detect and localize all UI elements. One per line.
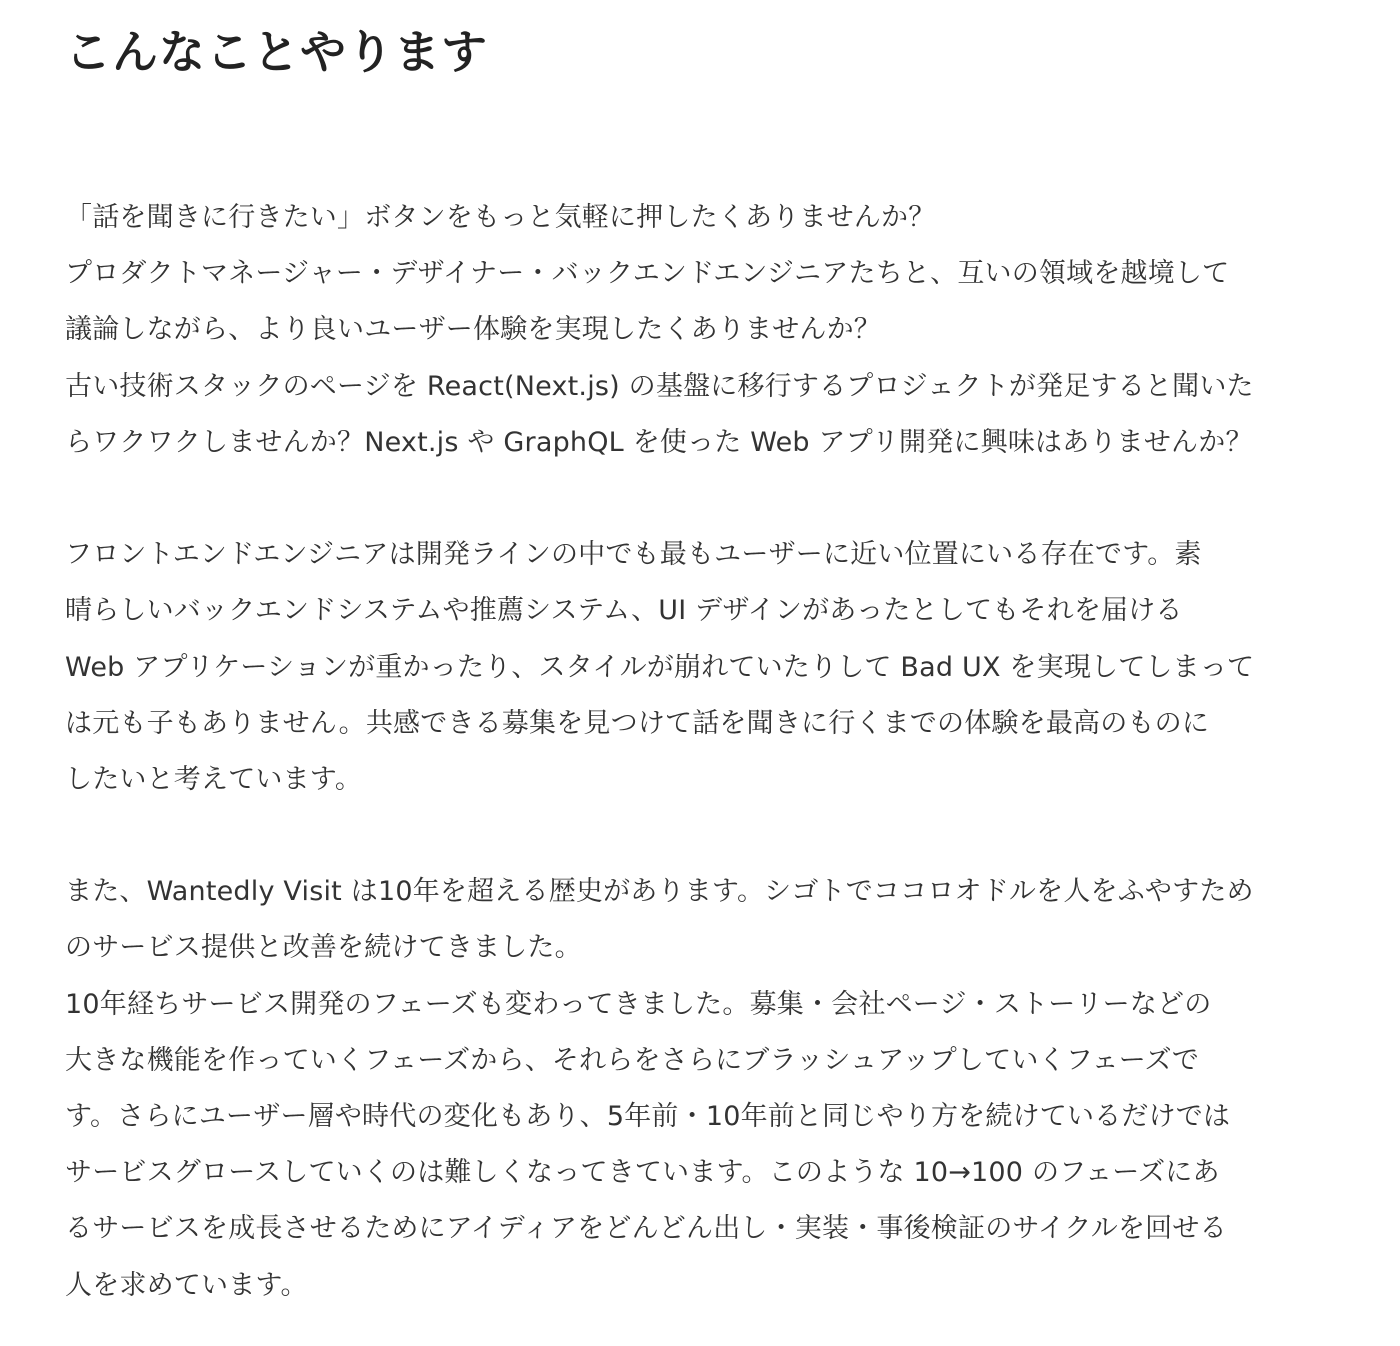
- body-line: 古い技術スタックのページを React(Next.js) の基盤に移行するプロジェクトが発足すると聞いた: [65, 370, 1254, 402]
- section-body: [65, 190, 1355, 1314]
- body-line: す。さらにユーザー層や時代の変化もあり、5年前・10年前と同じやり方を続けているだけでは: [65, 1101, 1231, 1132]
- section-heading: こんなことやります: [65, 25, 488, 79]
- body-line: サービスグロースしていくのは難しくなってきています。このような 10→100 のフェーズにあ: [65, 1157, 1220, 1189]
- body-line: プロダクトマネージャー・デザイナー・バックエンドエンジニアたちと、互いの領域を越境して: [65, 258, 1230, 290]
- body-line: は元も子もありません。共感できる募集を見つけて話を聞きに行くまでの体験を最高のものに: [65, 707, 1210, 739]
- body-line: 晴らしいバックエンドシステムや推薦システム、UI デザインがあったとしてもそれを届ける: [65, 595, 1183, 627]
- body-line: のサービス提供と改善を続けてきました。: [65, 932, 582, 964]
- body-line: 大きな機能を作っていくフェーズから、それらをさらにブラッシュアップしていくフェーズで: [65, 1044, 1200, 1076]
- paragraph-spacer: [65, 808, 1355, 864]
- body-line: らワクワクしませんか？Next.js や GraphQL を使った Web アプリ開発に興味はありませんか？: [65, 426, 1253, 458]
- body-line: るサービスを成長させるためにアイディアをどんどん出し・実装・事後検証のサイクルを回せる: [65, 1213, 1227, 1245]
- body-line: 人を求めています。: [65, 1269, 308, 1301]
- body-line: Web アプリケーションが重かったり、スタイルが崩れていたりして Bad UX を実現してしまって: [65, 651, 1255, 683]
- paragraph-spacer: [65, 471, 1355, 527]
- body-line: 10年経ちサービス開発のフェーズも変わってきました。募集・会社ページ・ストーリーなどの: [65, 988, 1212, 1020]
- body-line: 「話を聞きに行きたい」ボタンをもっと気軽に押したくありませんか？: [65, 202, 936, 233]
- body-line: フロントエンドエンジニアは開発ラインの中でも最もユーザーに近い位置にいる存在です。素: [65, 539, 1202, 571]
- body-line: また、Wantedly Visit は10年を超える歴史があります。シゴトでココロオドルを人をふやすため: [65, 876, 1254, 908]
- body-line: 議論しながら、より良いユーザー体験を実現したくありませんか？: [65, 314, 881, 346]
- body-line: したいと考えています。: [65, 763, 363, 795]
- job-description-section: [65, 20, 1355, 1314]
